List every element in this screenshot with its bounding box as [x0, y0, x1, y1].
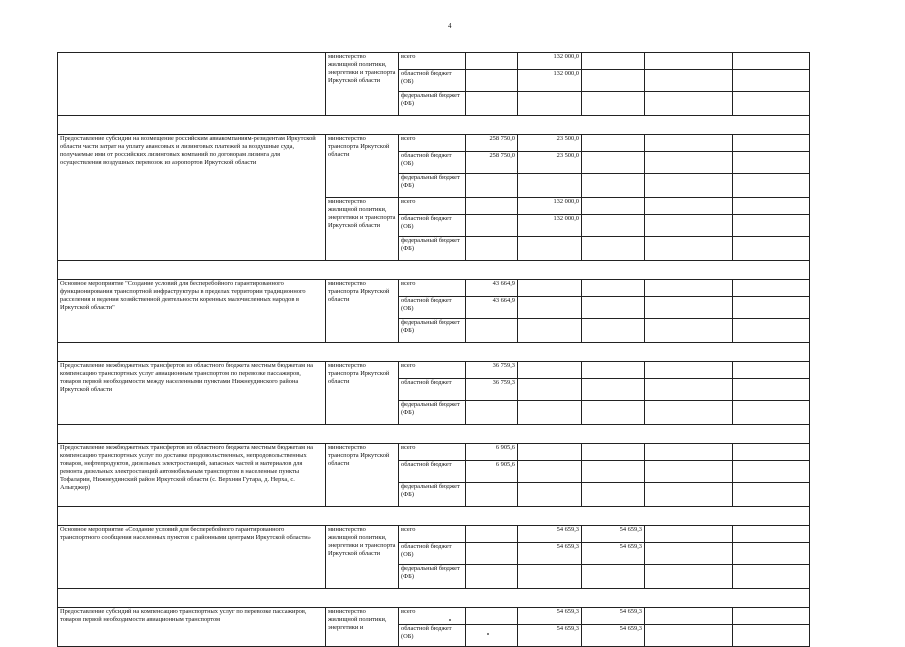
funding-source-cell: всего — [399, 198, 466, 215]
scan-dot — [449, 619, 451, 621]
amount-cell — [645, 174, 733, 198]
funding-source-cell: областной бюджет (ОБ) — [399, 215, 466, 237]
amount-cell — [582, 70, 645, 92]
measure-description: Предоставление межбюджетных трансфертов из областного бюджета местным бюджетам на компенсацию транспортных услуг авиационным транспортом по перевозке пассажиров, товаров первой необходимости между населенными пунктами Нижнеудинского района Иркутской области — [58, 362, 326, 425]
amount-cell — [466, 92, 518, 116]
amount-cell — [466, 215, 518, 237]
table-row — [58, 280, 810, 297]
budget-table — [57, 52, 810, 647]
amount-cell: 54 659,3 — [582, 608, 645, 625]
amount-cell — [518, 461, 582, 483]
amount-cell — [518, 362, 582, 379]
spacer-row — [58, 425, 810, 444]
amount-cell: 23 500,0 — [518, 152, 582, 174]
amount-cell — [582, 215, 645, 237]
measure-description: Основное мероприятие «Создание условий для бесперебойного гарантированного транспортного сообщения населенных пунктов с районными центрами Иркутской области» — [58, 526, 326, 589]
amount-cell — [582, 401, 645, 425]
empty-year-cell — [733, 198, 810, 215]
funding-source-cell: федеральный бюджет (ФБ) — [399, 483, 466, 507]
amount-cell: 6 905,6 — [466, 444, 518, 461]
table-row — [58, 135, 810, 152]
amount-cell — [582, 53, 645, 70]
amount-cell: 43 664,9 — [466, 297, 518, 319]
amount-cell — [645, 401, 733, 425]
amount-cell: 23 500,0 — [518, 135, 582, 152]
empty-year-cell — [733, 379, 810, 401]
funding-source-cell: областной бюджет (ОБ) — [399, 70, 466, 92]
amount-cell — [466, 608, 518, 625]
amount-cell: 54 659,3 — [518, 608, 582, 625]
amount-cell — [582, 152, 645, 174]
amount-cell — [466, 483, 518, 507]
empty-year-cell — [733, 280, 810, 297]
executor-cell: министерство транспорта Иркутской области — [326, 280, 399, 343]
amount-cell — [466, 70, 518, 92]
amount-cell — [518, 444, 582, 461]
amount-cell — [645, 625, 733, 647]
funding-source-cell: всего — [399, 280, 466, 297]
executor-cell: министерство транспорта Иркутской области — [326, 444, 399, 507]
empty-year-cell — [733, 92, 810, 116]
empty-year-cell — [733, 565, 810, 589]
amount-cell — [645, 152, 733, 174]
empty-year-cell — [733, 135, 810, 152]
executor-cell: министерство жилищной политики, энергетики и — [326, 608, 399, 647]
measure-description: Предоставление субсидии на возмещение российским авиакомпаниям-резидентам Иркутской области части затрат на уплату авансовых и лизинговых платежей за воздушные суда, получаемые ими от российских лизинговых компаний по договорам лизинга для осуществления воздушных перевозок из аэропортов Иркутской области — [58, 135, 326, 261]
amount-cell: 36 759,3 — [466, 379, 518, 401]
empty-year-cell — [733, 483, 810, 507]
amount-cell — [645, 444, 733, 461]
funding-source-cell: федеральный бюджет (ФБ) — [399, 401, 466, 425]
amount-cell: 258 750,0 — [466, 135, 518, 152]
funding-source-cell: федеральный бюджет (ФБ) — [399, 565, 466, 589]
amount-cell — [466, 543, 518, 565]
amount-cell — [645, 135, 733, 152]
empty-year-cell — [733, 461, 810, 483]
funding-source-cell: всего — [399, 526, 466, 543]
amount-cell — [582, 483, 645, 507]
amount-cell — [466, 526, 518, 543]
empty-year-cell — [733, 526, 810, 543]
empty-year-cell — [733, 174, 810, 198]
executor-cell: министерство транспорта Иркутской области — [326, 135, 399, 198]
empty-year-cell — [733, 152, 810, 174]
empty-year-cell — [733, 401, 810, 425]
amount-cell — [645, 461, 733, 483]
funding-source-cell: областной бюджет — [399, 461, 466, 483]
funding-source-cell: всего — [399, 444, 466, 461]
funding-source-cell: федеральный бюджет (ФБ) — [399, 237, 466, 261]
empty-year-cell — [733, 362, 810, 379]
amount-cell — [582, 174, 645, 198]
amount-cell — [466, 174, 518, 198]
amount-cell: 36 759,3 — [466, 362, 518, 379]
funding-source-cell: областной бюджет (ОБ) — [399, 152, 466, 174]
amount-cell — [518, 174, 582, 198]
empty-year-cell — [733, 215, 810, 237]
amount-cell — [645, 215, 733, 237]
empty-year-cell — [733, 53, 810, 70]
funding-source-cell: областной бюджет (ОБ) — [399, 297, 466, 319]
amount-cell — [645, 565, 733, 589]
measure-description: Предоставление субсидий на компенсацию транспортных услуг по перевозке пассажиров, товаров первой необходимости авиационным транспортом — [58, 608, 326, 647]
amount-cell — [466, 319, 518, 343]
measure-description — [58, 53, 326, 116]
empty-year-cell — [733, 444, 810, 461]
funding-source-cell: всего — [399, 362, 466, 379]
empty-year-cell — [733, 608, 810, 625]
amount-cell — [645, 526, 733, 543]
funding-source-cell: всего — [399, 135, 466, 152]
amount-cell — [645, 608, 733, 625]
amount-cell — [645, 362, 733, 379]
funding-source-cell: федеральный бюджет (ФБ) — [399, 319, 466, 343]
amount-cell — [645, 70, 733, 92]
empty-year-cell — [733, 319, 810, 343]
amount-cell — [582, 444, 645, 461]
amount-cell: 132 000,0 — [518, 198, 582, 215]
page-number: 4 — [448, 22, 452, 30]
amount-cell: 258 750,0 — [466, 152, 518, 174]
amount-cell — [582, 565, 645, 589]
amount-cell — [582, 198, 645, 215]
amount-cell — [518, 319, 582, 343]
amount-cell — [518, 401, 582, 425]
amount-cell — [645, 53, 733, 70]
amount-cell — [645, 198, 733, 215]
amount-cell — [645, 237, 733, 261]
amount-cell — [582, 92, 645, 116]
funding-source-cell: федеральный бюджет (ФБ) — [399, 174, 466, 198]
amount-cell — [582, 135, 645, 152]
amount-cell — [582, 362, 645, 379]
amount-cell — [582, 280, 645, 297]
funding-source-cell: всего — [399, 608, 466, 625]
funding-source-cell: всего — [399, 53, 466, 70]
amount-cell — [645, 297, 733, 319]
spacer-row — [58, 589, 810, 608]
amount-cell: 43 664,9 — [466, 280, 518, 297]
executor-cell: министерство жилищной политики, энергетики и транспорта Иркутской области — [326, 526, 399, 589]
amount-cell — [582, 319, 645, 343]
scan-dot — [487, 633, 489, 635]
table-row — [58, 53, 810, 70]
funding-source-cell: областной бюджет (ОБ) — [399, 543, 466, 565]
amount-cell — [518, 280, 582, 297]
amount-cell — [582, 461, 645, 483]
amount-cell — [466, 625, 518, 647]
table-row — [58, 362, 810, 379]
amount-cell: 54 659,3 — [582, 543, 645, 565]
amount-cell — [582, 297, 645, 319]
amount-cell: 54 659,3 — [518, 625, 582, 647]
table-row — [58, 444, 810, 461]
amount-cell: 54 659,3 — [518, 526, 582, 543]
amount-cell: 132 000,0 — [518, 53, 582, 70]
amount-cell — [466, 565, 518, 589]
amount-cell — [466, 53, 518, 70]
amount-cell — [518, 237, 582, 261]
executor-cell: министерство жилищной политики, энергетики и транспорта Иркутской области — [326, 198, 399, 261]
spacer-row — [58, 343, 810, 362]
amount-cell — [518, 379, 582, 401]
measure-description: Предоставление межбюджетных трансфертов из областного бюджета местным бюджетам на компенсацию транспортных услуг по доставке продовольственных, непродовольственных товаров, нефтепродуктов, дизельных электростанций, запасных частей и материалов для ремонта дизельных электростанций автомобильным транспортом в населенные пункты Тофаларии, Нижнеудинский район Иркутской области (с. Верхняя Гутара, д. Нерха, с. Алыгджер) — [58, 444, 326, 507]
table-row — [58, 608, 810, 625]
amount-cell — [645, 379, 733, 401]
funding-source-cell: федеральный бюджет (ФБ) — [399, 92, 466, 116]
empty-year-cell — [733, 237, 810, 261]
spacer-row — [58, 261, 810, 280]
amount-cell — [645, 280, 733, 297]
funding-source-cell: областной бюджет (ОБ) — [399, 625, 466, 647]
measure-description: Основное мероприятие "Создание условий для бесперебойного гарантированного функционирования транспортной инфраструктуры в пределах территории традиционного расселения и ведения хозяйственной деятельности коренных малочисленных народов в Иркутской области" — [58, 280, 326, 343]
empty-year-cell — [733, 625, 810, 647]
empty-year-cell — [733, 543, 810, 565]
amount-cell — [645, 92, 733, 116]
amount-cell: 132 000,0 — [518, 70, 582, 92]
amount-cell — [645, 483, 733, 507]
amount-cell: 6 905,6 — [466, 461, 518, 483]
amount-cell — [645, 543, 733, 565]
funding-source-cell: областной бюджет — [399, 379, 466, 401]
amount-cell — [466, 237, 518, 261]
amount-cell — [518, 565, 582, 589]
amount-cell: 54 659,3 — [582, 526, 645, 543]
amount-cell — [582, 237, 645, 261]
executor-cell: министерство транспорта Иркутской области — [326, 362, 399, 425]
amount-cell: 54 659,3 — [518, 543, 582, 565]
table-row — [58, 526, 810, 543]
amount-cell — [518, 297, 582, 319]
amount-cell — [582, 379, 645, 401]
amount-cell — [518, 483, 582, 507]
amount-cell: 54 659,3 — [582, 625, 645, 647]
amount-cell — [645, 319, 733, 343]
amount-cell — [466, 198, 518, 215]
empty-year-cell — [733, 297, 810, 319]
amount-cell — [466, 401, 518, 425]
spacer-row — [58, 507, 810, 526]
executor-cell: министерство жилищной политики, энергетики и транспорта Иркутской области — [326, 53, 399, 116]
spacer-row — [58, 116, 810, 135]
empty-year-cell — [733, 70, 810, 92]
amount-cell: 132 000,0 — [518, 215, 582, 237]
amount-cell — [518, 92, 582, 116]
